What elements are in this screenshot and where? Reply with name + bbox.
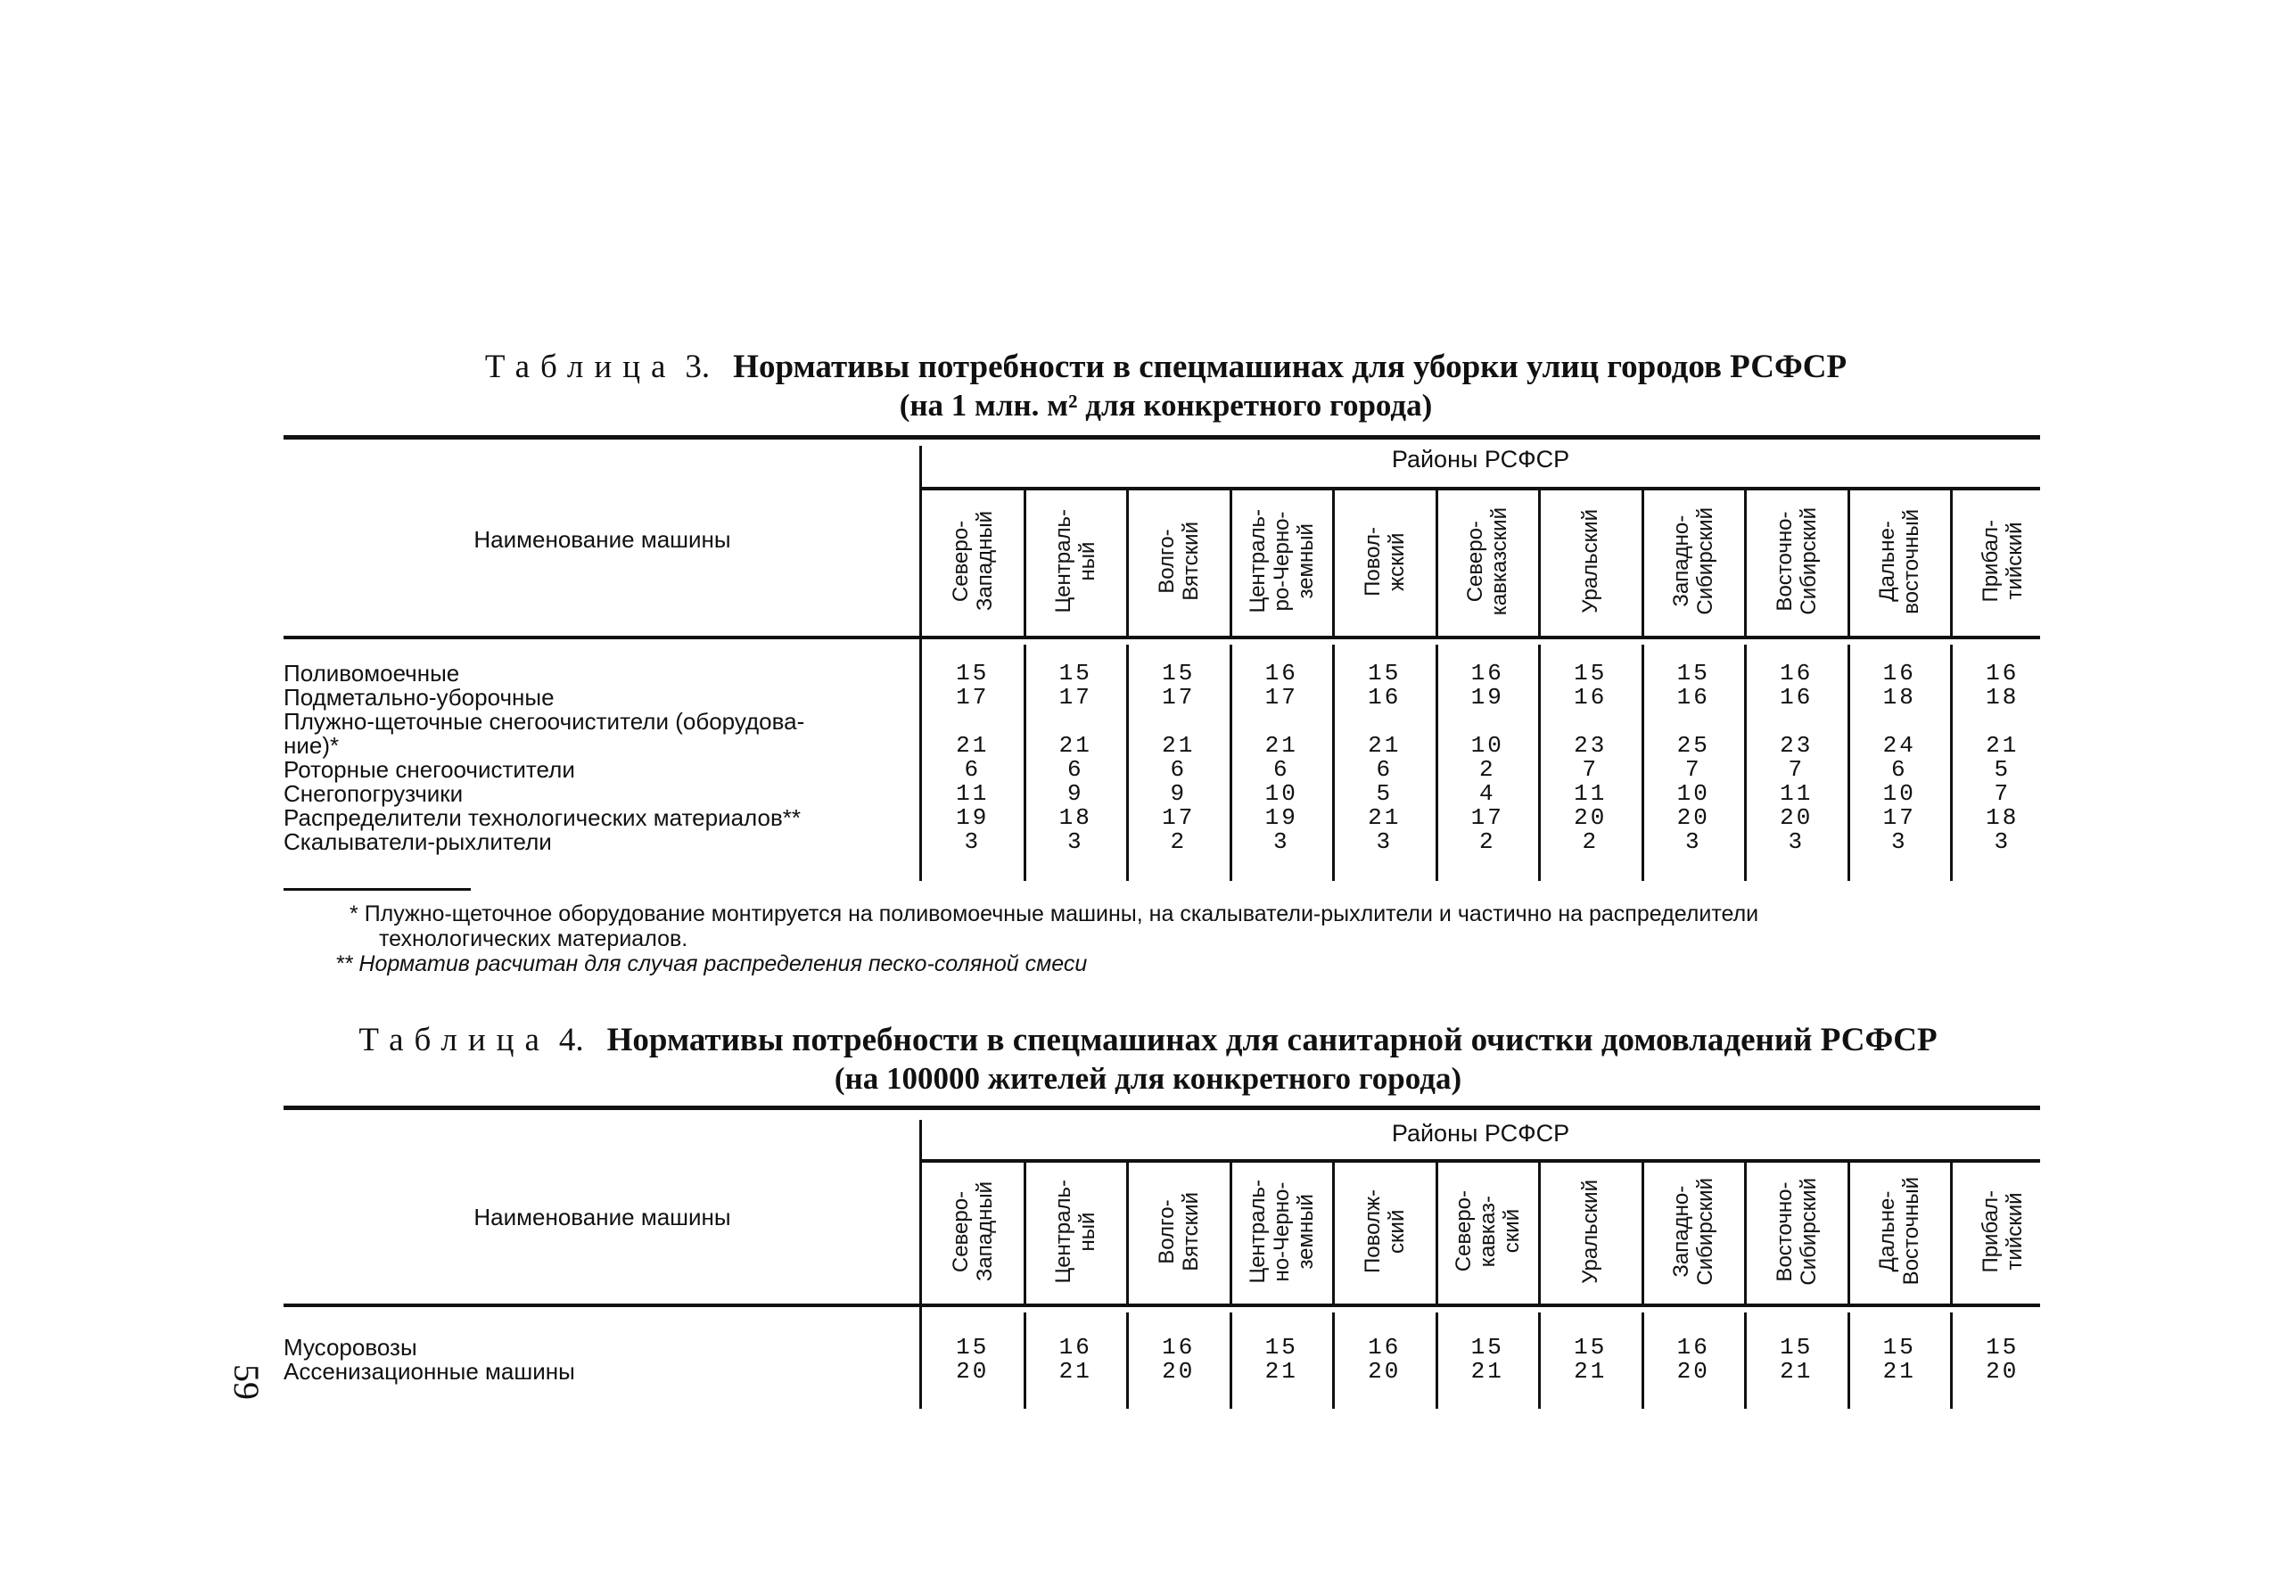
table3-cell: 6 — [1376, 756, 1394, 783]
table3-col-header-label: Северо- Западный — [948, 511, 997, 612]
table4-col-header — [1539, 1164, 1642, 1298]
footnote-1-mark: * — [350, 901, 358, 926]
table4-cell: 21 — [1574, 1358, 1608, 1385]
table3-header-rule — [284, 636, 2040, 639]
table4-col-header — [1025, 1164, 1128, 1298]
table3-col-header-label: Уральский — [1578, 509, 1603, 613]
table3-cell: 3 — [1066, 828, 1084, 855]
table4-group-rule — [921, 1159, 2040, 1163]
table4-vline — [1332, 1161, 1335, 1305]
table3-col-header — [1333, 492, 1436, 630]
table3-cell: 3 — [1994, 828, 2012, 855]
table4-label: Таблица — [358, 1022, 550, 1058]
table3-label: Таблица — [484, 349, 677, 385]
table4-col-header-label: Северо- кавказ- ский — [1451, 1190, 1524, 1272]
table4-cell: 15 — [1574, 1334, 1608, 1361]
table3-cell: 11 — [1780, 780, 1814, 807]
table3-cell: 3 — [1788, 828, 1806, 855]
table3-row-name: Распределители технологических материалов** — [284, 804, 802, 831]
table3-col-header — [1127, 492, 1230, 630]
table3-vline — [1332, 489, 1335, 638]
table4-cell: 16 — [1162, 1334, 1196, 1361]
table3-cell: 18 — [1986, 684, 2020, 711]
table3-row-name: Плужно-щеточные снегоочистители (оборудова- — [284, 708, 805, 735]
table3-cell: 16 — [1882, 660, 1916, 687]
table3-cell: 16 — [1368, 684, 1402, 711]
table3-group-rule — [921, 487, 2040, 490]
table3-cell: 17 — [1470, 804, 1504, 831]
table4-cell: 15 — [1986, 1334, 2020, 1361]
table3-vline — [1538, 489, 1541, 638]
table4-vline — [1230, 1161, 1232, 1305]
table3-subtitle: (на 1 млн. м² для конкретного города) — [899, 388, 1433, 423]
table3-group-header: Районы РСФСР — [1391, 446, 1570, 473]
table3-cell: 7 — [1994, 780, 2012, 807]
table4 — [284, 1106, 2040, 1409]
table4-col-header-label: Дальне- Восточный — [1875, 1177, 1924, 1286]
table4-vline — [1538, 1161, 1541, 1305]
table3-cell: 6 — [1890, 756, 1908, 783]
table3-col-header-label: Централь- ро-Черно- земный — [1245, 509, 1318, 613]
table4-vline — [1642, 1161, 1644, 1305]
table3-col-header — [1848, 492, 1952, 630]
table3-vline — [1847, 489, 1850, 638]
table3-cell: 16 — [1470, 660, 1504, 687]
table4-vline — [1436, 1161, 1438, 1305]
table3-col-header — [1436, 492, 1540, 630]
table3-cell: 15 — [1368, 660, 1402, 687]
table3-row-name-cont: ние)* — [284, 732, 340, 759]
table3-cell: 23 — [1574, 732, 1608, 759]
table3-title-text: Нормативы потребности в спецмашинах для уборки улиц городов РСФСР — [733, 349, 1847, 385]
table4-cell: 21 — [1780, 1358, 1814, 1385]
table4-cell: 20 — [1162, 1358, 1196, 1385]
table3-cell: 15 — [1162, 660, 1196, 687]
table4-cell: 16 — [1058, 1334, 1092, 1361]
table3-cell: 21 — [1368, 732, 1402, 759]
table3-cell: 16 — [1986, 660, 2020, 687]
table4-col-header — [1642, 1164, 1746, 1298]
table3-cell: 19 — [1470, 684, 1504, 711]
table3-vline — [1230, 489, 1232, 638]
table4-col-header — [1745, 1164, 1848, 1298]
table3-cell: 17 — [1058, 684, 1092, 711]
table4-row-name: Ассенизационные машины — [284, 1358, 575, 1385]
table4-col-header — [921, 1164, 1025, 1298]
table4-cell: 16 — [1676, 1334, 1710, 1361]
table4-col-header-label: Централь- ный — [1051, 1179, 1100, 1284]
table4-cell: 21 — [1882, 1358, 1916, 1385]
table3-cell: 17 — [1264, 684, 1298, 711]
table3-cell: 21 — [1162, 732, 1196, 759]
table4-col-header-label: Волго- Вятский — [1154, 1191, 1203, 1271]
table3-cell: 15 — [1058, 660, 1092, 687]
table3-col-header-label: Западно- Сибирский — [1669, 507, 1718, 615]
table3-cell: 18 — [1986, 804, 2020, 831]
table4-vline — [1024, 1161, 1026, 1305]
table3-cell: 15 — [1574, 660, 1608, 687]
table3-col-header — [1745, 492, 1848, 630]
table3-cell: 10 — [1470, 732, 1504, 759]
table4-cell: 15 — [1264, 1334, 1298, 1361]
table3-col-header-label: Повол- жский — [1360, 526, 1409, 596]
table3-col-header-label: Восточно- Сибирский — [1772, 507, 1821, 615]
table4-col-header-label: Восточно- Сибирский — [1772, 1177, 1821, 1286]
table3-cell: 6 — [1066, 756, 1084, 783]
table3-cell: 6 — [1170, 756, 1188, 783]
table3-col-header-label: Волго- Вятский — [1154, 522, 1203, 601]
table4-cell: 15 — [956, 1334, 990, 1361]
table3-cell: 25 — [1676, 732, 1710, 759]
table3-cell: 2 — [1170, 828, 1188, 855]
table4-col-header-label: Западно- Сибирский — [1669, 1177, 1718, 1286]
table4-cell: 20 — [956, 1358, 990, 1385]
table3-vline — [1126, 489, 1129, 638]
table4-cell: 16 — [1368, 1334, 1402, 1361]
table3-col-header — [1642, 492, 1746, 630]
table3-col-header — [921, 492, 1025, 630]
table3-cell: 24 — [1882, 732, 1916, 759]
table3-vline — [1436, 489, 1438, 638]
table4-top-rule — [284, 1106, 2040, 1110]
table4-vline — [1847, 1161, 1850, 1305]
table3 — [284, 435, 2040, 881]
table3-cell: 16 — [1780, 660, 1814, 687]
footnote-2 — [335, 952, 1087, 976]
table3-cell: 16 — [1780, 684, 1814, 711]
table3-col-header — [1539, 492, 1642, 630]
table3-cell: 5 — [1994, 756, 2012, 783]
table3-cell: 10 — [1264, 780, 1298, 807]
table3-col-header-label: Централь- ный — [1051, 509, 1100, 613]
footnote-rule — [284, 888, 471, 891]
table3-row-name: Скалыватели-рыхлители — [284, 828, 552, 855]
table3-vline — [1950, 489, 1953, 638]
table3-top-rule — [284, 435, 2040, 440]
table3-cell: 17 — [1162, 684, 1196, 711]
table3-cell: 6 — [1272, 756, 1290, 783]
table3-cell: 23 — [1780, 732, 1814, 759]
table4-cell: 21 — [1058, 1358, 1092, 1385]
table3-cell: 21 — [1058, 732, 1092, 759]
table3-cell: 17 — [1882, 804, 1916, 831]
table4-col-header — [1333, 1164, 1436, 1298]
table3-cell: 17 — [956, 684, 990, 711]
table3-cell: 7 — [1684, 756, 1702, 783]
table4-title — [0, 1021, 2296, 1097]
table3-cell: 9 — [1170, 780, 1188, 807]
footnote-1-cont: технологических материалов. — [379, 926, 688, 951]
table3-cell: 20 — [1676, 804, 1710, 831]
table4-subtitle: (на 100000 жителей для конкретного города) — [834, 1061, 1462, 1096]
table4-col-header — [1848, 1164, 1952, 1298]
table3-cell: 2 — [1582, 828, 1600, 855]
table4-col-header-label: Прибал- тийский — [1978, 1189, 2027, 1273]
table3-cell: 21 — [956, 732, 990, 759]
table3-cell: 11 — [1574, 780, 1608, 807]
table4-row-name: Мусоровозы — [284, 1334, 417, 1361]
table3-vline — [1024, 489, 1026, 638]
footnote-2-text: Норматив расчитан для случая распределения песко-соляной смеси — [358, 951, 1088, 976]
table4-vline — [1950, 1161, 1953, 1305]
table3-cell: 3 — [1890, 828, 1908, 855]
table3-cell: 21 — [1368, 804, 1402, 831]
table3-row-name: Снегопогрузчики — [284, 780, 464, 807]
table3-cell: 18 — [1058, 804, 1092, 831]
table3-cell: 18 — [1882, 684, 1916, 711]
table4-cell: 21 — [1264, 1358, 1298, 1385]
table4-col-header — [1951, 1164, 2054, 1298]
footnote-2-mark: ** — [335, 951, 353, 976]
table3-cell: 19 — [1264, 804, 1298, 831]
table3-cell: 16 — [1574, 684, 1608, 711]
table4-col-header-label: Поволж- ский — [1360, 1189, 1409, 1273]
table4-title-text: Нормативы потребности в спецмашинах для санитарной очистки домовладений РСФСР — [606, 1022, 1938, 1058]
table3-cell: 7 — [1582, 756, 1600, 783]
table3-cell: 9 — [1066, 780, 1084, 807]
table3-cell: 20 — [1574, 804, 1608, 831]
table3-cell: 5 — [1376, 780, 1394, 807]
table3-col-header — [1951, 492, 2054, 630]
table3-title — [0, 348, 2296, 424]
table3-cell: 21 — [1986, 732, 2020, 759]
table3-cell: 10 — [1882, 780, 1916, 807]
table3-cell: 17 — [1162, 804, 1196, 831]
table3-col-header-label: Дальне- восточный — [1875, 508, 1924, 614]
table3-cell: 6 — [964, 756, 982, 783]
table4-number: 4. — [558, 1022, 584, 1058]
table4-group-header: Районы РСФСР — [1391, 1120, 1570, 1147]
table3-cell: 2 — [1478, 756, 1496, 783]
table3-cell: 11 — [956, 780, 990, 807]
table3-cell: 16 — [1676, 684, 1710, 711]
table4-cell: 15 — [1882, 1334, 1916, 1361]
table3-cell: 7 — [1788, 756, 1806, 783]
table3-col-header-label: Северо- кавказский — [1463, 506, 1512, 616]
table3-cell: 19 — [956, 804, 990, 831]
table4-name-header: Наименование машины — [473, 1204, 731, 1230]
table4-vline — [1126, 1161, 1129, 1305]
table4-col-header — [1230, 1164, 1334, 1298]
table3-cell: 16 — [1264, 660, 1298, 687]
table3-cell: 2 — [1478, 828, 1496, 855]
table3-col-header-label: Прибал- тийский — [1978, 520, 2027, 603]
table3-cell: 4 — [1478, 780, 1496, 807]
table3-vline — [1744, 489, 1747, 638]
table4-col-header-label: Северо- Западный — [948, 1181, 997, 1282]
table4-cell: 21 — [1470, 1358, 1504, 1385]
table4-col-header-label: Уральский — [1578, 1179, 1603, 1284]
table3-cell: 3 — [1272, 828, 1290, 855]
table4-col-header-label: Централь- но-Черно- земный — [1245, 1179, 1318, 1284]
table3-cell: 15 — [1676, 660, 1710, 687]
footnote-1 — [350, 902, 1758, 926]
table4-cell: 20 — [1676, 1358, 1710, 1385]
table3-cell: 20 — [1780, 804, 1814, 831]
table3-vline — [1642, 489, 1644, 638]
footnote-1-text: Плужно-щеточное оборудование монтируется на поливомоечные машины, на скалыватели-рыхлители и частично на распределители — [364, 901, 1759, 926]
table3-cell: 10 — [1676, 780, 1710, 807]
table4-col-header — [1127, 1164, 1230, 1298]
table3-row-name: Роторные снегоочистители — [284, 756, 575, 783]
table3-number: 3. — [685, 349, 711, 385]
table4-cell: 15 — [1780, 1334, 1814, 1361]
table3-cell: 3 — [1684, 828, 1702, 855]
table3-col-header — [1230, 492, 1334, 630]
table4-cell: 15 — [1470, 1334, 1504, 1361]
table4-col-header — [1436, 1164, 1540, 1298]
page-number: 59 — [226, 1364, 267, 1400]
table3-cell: 3 — [964, 828, 982, 855]
table4-vline — [1744, 1161, 1747, 1305]
table3-name-header: Наименование машины — [473, 526, 731, 553]
table3-row-name: Поливомоечные — [284, 660, 460, 687]
table3-row-name: Подметально-уборочные — [284, 684, 555, 711]
table3-cell: 3 — [1376, 828, 1394, 855]
table4-header-rule — [284, 1304, 2040, 1307]
table4-cell: 20 — [1986, 1358, 2020, 1385]
table3-cell: 21 — [1264, 732, 1298, 759]
table3-col-header — [1025, 492, 1128, 630]
table3-cell: 15 — [956, 660, 990, 687]
table4-cell: 20 — [1368, 1358, 1402, 1385]
